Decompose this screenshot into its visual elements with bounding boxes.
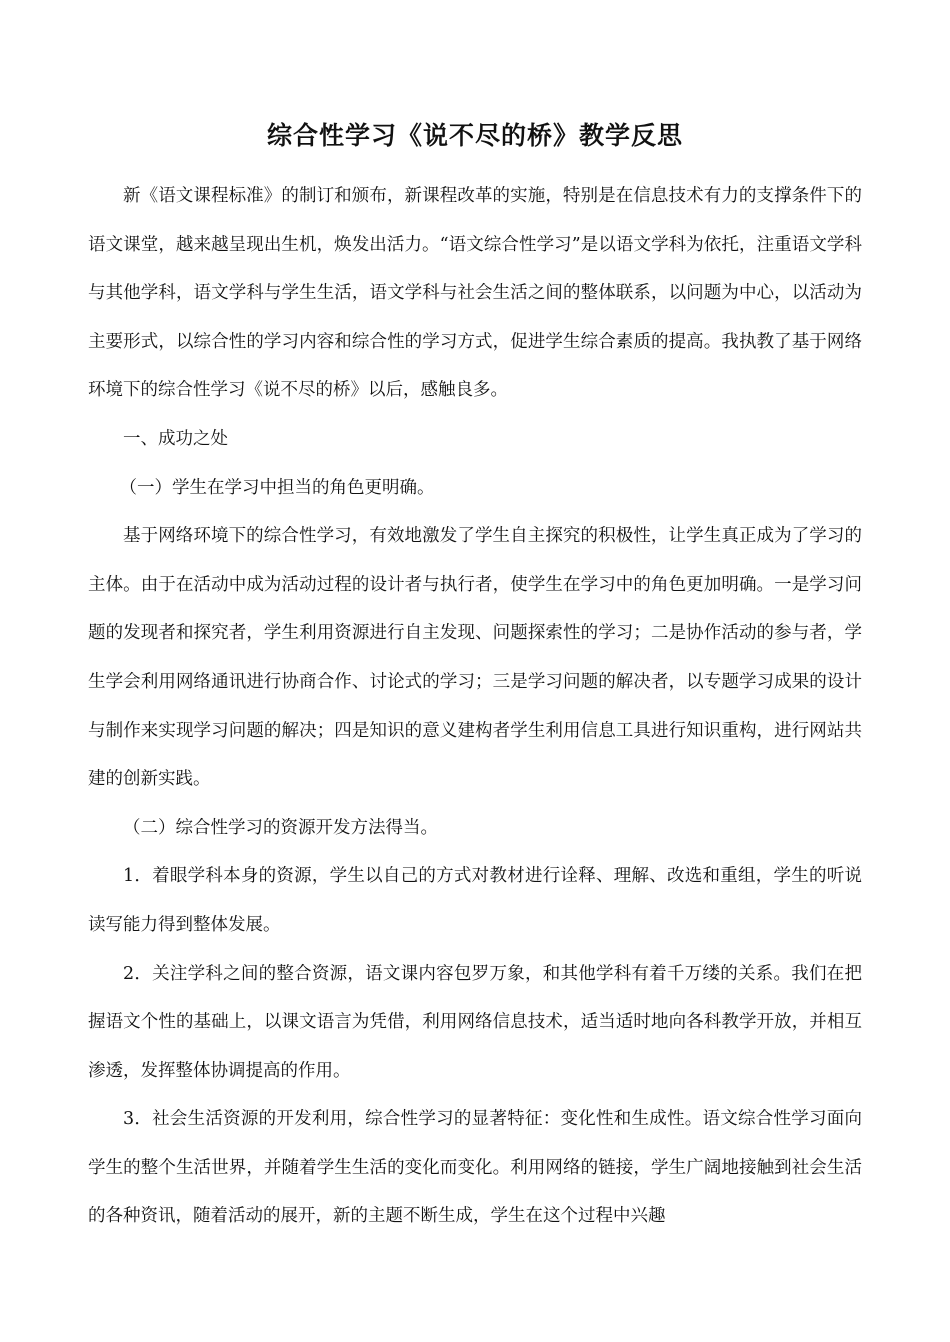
section-heading-success: 一、成功之处 [123, 428, 228, 449]
subheading-student-roles: （一）学生在学习中担当的角色更明确。 [119, 477, 435, 498]
paragraph-intro: 新《语文课程标准》的制订和颁布，新课程改革的实施，特别是在信息技术有力的支撑条件下的语文课堂，越来越呈现出生机，焕发出活力。“语文综合性学习”是以语文学科为依托，注重语文学科与其他学科，语文学科与学生生活，语文学科与社会生活之间的整体联系，以问题为中心，以活动为主要形式，以综合性的学习内容和综合性的学习方式，促进学生综合素质的提高。我执教了基于网络环境下的综合性学习《说不尽的桥》以后，感触良多。 [88, 186, 862, 401]
list-item-3: 3．社会生活资源的开发利用，综合性学习的显著特征：变化性和生成性。语文综合性学习面向学生的整个生活世界，并随着学生生活的变化而变化。利用网络的链接，学生广阔地接触到社会生活的各种资讯，随着活动的展开，新的主题不断生成，学生在这个过程中兴趣 [88, 1109, 862, 1227]
paragraph-student-roles: 基于网络环境下的综合性学习，有效地激发了学生自主探究的积极性，让学生真正成为了学习的主体。由于在活动中成为活动过程的设计者与执行者，使学生在学习中的角色更加明确。一是学习问题的发现者和探究者，学生利用资源进行自主发现、问题探索性的学习；二是协作活动的参与者，学生学会利用网络通讯进行协商合作、讨论式的学习；三是学习问题的解决者，以专题学习成果的设计与制作来实现学习问题的解决；四是知识的意义建构者学生利用信息工具进行知识重构，进行网站共建的创新实践。 [88, 526, 862, 790]
subheading-resource-development: （二）综合性学习的资源开发方法得当。 [123, 817, 438, 838]
list-item-1: 1．着眼学科本身的资源，学生以自己的方式对教材进行诠释、理解、改选和重组，学生的听说读写能力得到整体发展。 [88, 866, 862, 935]
list-item-2: 2．关注学科之间的整合资源，语文课内容包罗万象，和其他学科有着千万缕的关系。我们在把握语文个性的基础上，以课文语言为凭借，利用网络信息技术，适当适时地向各科教学开放，并相互渗透，发挥整体协调提高的作用。 [88, 963, 862, 1081]
document-title: 综合性学习《说不尽的桥》教学反思 [266, 121, 683, 150]
